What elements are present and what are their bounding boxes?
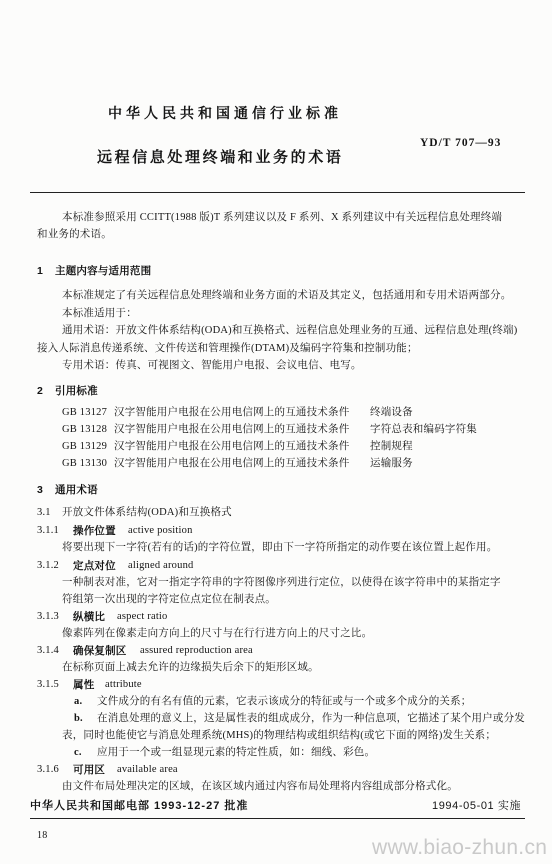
reference-code: GB 13127 [62, 407, 108, 418]
section-heading: 通用术语 [55, 484, 98, 496]
section-heading: 引用标准 [55, 385, 98, 397]
section-number: 3 [37, 484, 44, 496]
attribute-item-label: c. [74, 747, 82, 758]
scope-line: 专用术语：传真、可视图文、智能用户电报、会议电信、电写。 [62, 360, 362, 371]
term-name-zh: 可用区 [73, 764, 106, 776]
term-name-en: aspect ratio [117, 611, 168, 622]
reference-part: 运输服务 [370, 458, 413, 469]
reference-part: 控制规程 [370, 441, 413, 452]
standard-category: 中华人民共和国通信行业标准 [108, 105, 342, 121]
term-name-zh: 操作位置 [73, 525, 116, 537]
term-definition-line: 一种制表对准，它对一指定字符串的字符图像序列进行定位，以使得在该字符串中的某指定字 [62, 577, 501, 588]
standard-code: YD/T 707—93 [420, 137, 502, 149]
term-name-zh: 属性 [73, 679, 95, 691]
reference-title: 汉字智能用户电报在公用电信网上的互通技术条件 [114, 407, 350, 418]
section-number: 1 [37, 265, 44, 277]
scope-line: 通用术语：开放文件体系结构(ODA)和互换格式、远程信息处理业务的互通、远程信息处理(终端) [62, 325, 518, 336]
term-definition-line: 由文件布局处理决定的区域，在该区域内通过内容布局处理将内容组成部分格式化。 [62, 781, 458, 792]
term-name-en: attribute [105, 679, 142, 690]
attribute-item-text: 表，同时也能使它与消息处理系统(MHS)的物理结构或组织结构(或它下面的网络)发生关系； [62, 730, 497, 741]
page-number: 18 [37, 830, 48, 841]
attribute-item-label: a. [74, 696, 83, 707]
term-number: 3.1.4 [37, 645, 59, 656]
term-name-zh: 纵横比 [73, 611, 106, 623]
term-definition-line: 符组第一次出现的字符定位点定位在制表点。 [62, 594, 276, 605]
footer-divider [30, 818, 525, 819]
reference-code: GB 13130 [62, 458, 108, 469]
approval-note: 中华人民共和国邮电部 1993-12-27 批准 [30, 800, 249, 812]
term-name-en: active position [128, 525, 193, 536]
header-divider [30, 192, 525, 193]
intro-line: 本标准参照采用 CCITT(1988 版)T 系列建议以及 F 系列、X 系列建议中有关远程信息处理终端 [62, 212, 503, 223]
reference-title: 汉字智能用户电报在公用电信网上的互通技术条件 [114, 441, 350, 452]
attribute-item-text: 应用于一个或一组显现元素的特定性质，如：细线、彩色。 [97, 747, 376, 758]
reference-title: 汉字智能用户电报在公用电信网上的互通技术条件 [114, 458, 350, 469]
reference-title: 汉字智能用户电报在公用电信网上的互通技术条件 [114, 424, 350, 435]
term-name-en: available area [117, 764, 178, 775]
section-number: 2 [37, 385, 44, 397]
term-definition-line: 在标称页面上减去允许的边缘损失后余下的矩形区域。 [62, 662, 319, 673]
term-number: 3.1.5 [37, 679, 59, 690]
term-number: 3.1.3 [37, 611, 59, 622]
subsection-title: 开放文件体系结构(ODA)和互换格式 [62, 507, 232, 518]
reference-part: 字符总表和编码字符集 [370, 424, 477, 435]
reference-part: 终端设备 [370, 407, 413, 418]
reference-code: GB 13129 [62, 441, 108, 452]
scope-line: 接入人际消息传递系统、文件传送和管理操作(DTAM)及编码字符集和控制功能； [37, 343, 418, 354]
term-name-en: aligned around [128, 560, 194, 571]
scope-line: 本标准适用于： [62, 308, 137, 319]
effective-date: 1994-05-01 实施 [432, 800, 522, 812]
term-number: 3.1.1 [37, 525, 59, 536]
attribute-item-text: 在消息处理的意义上，这是属性表的组成成分，作为一种信息项，它描述了某个用户或分发 [97, 713, 525, 724]
term-name-en: assured reproduction area [140, 645, 253, 656]
intro-line: 和业务的术语。 [37, 229, 112, 240]
section-heading: 主题内容与适用范围 [55, 265, 152, 277]
term-number: 3.1.6 [37, 764, 59, 775]
term-definition-line: 将要出现下一字符(若有的话)的字符位置，即由下一字符所指定的动作要在该位置上起作用。 [62, 542, 498, 553]
attribute-item-label: b. [74, 713, 83, 724]
attribute-item-text: 文件成分的有名有值的元素，它表示该成分的特征或与一个或多个成分的关系； [97, 696, 472, 707]
subsection-number: 3.1 [37, 507, 51, 518]
term-name-zh: 确保复制区 [73, 645, 127, 657]
watermark: www.biao-zhun.cn [372, 836, 548, 859]
reference-code: GB 13128 [62, 424, 108, 435]
term-name-zh: 定点对位 [73, 560, 116, 572]
term-number: 3.1.2 [37, 560, 59, 571]
term-definition-line: 像素阵列在像素走向方向上的尺寸与在行行进方向上的尺寸之比。 [62, 628, 373, 639]
scope-line: 本标准规定了有关远程信息处理终端和业务方面的术语及其定义，包括通用和专用术语两部分。 [62, 290, 512, 301]
page-title: 远程信息处理终端和业务的术语 [97, 149, 344, 166]
